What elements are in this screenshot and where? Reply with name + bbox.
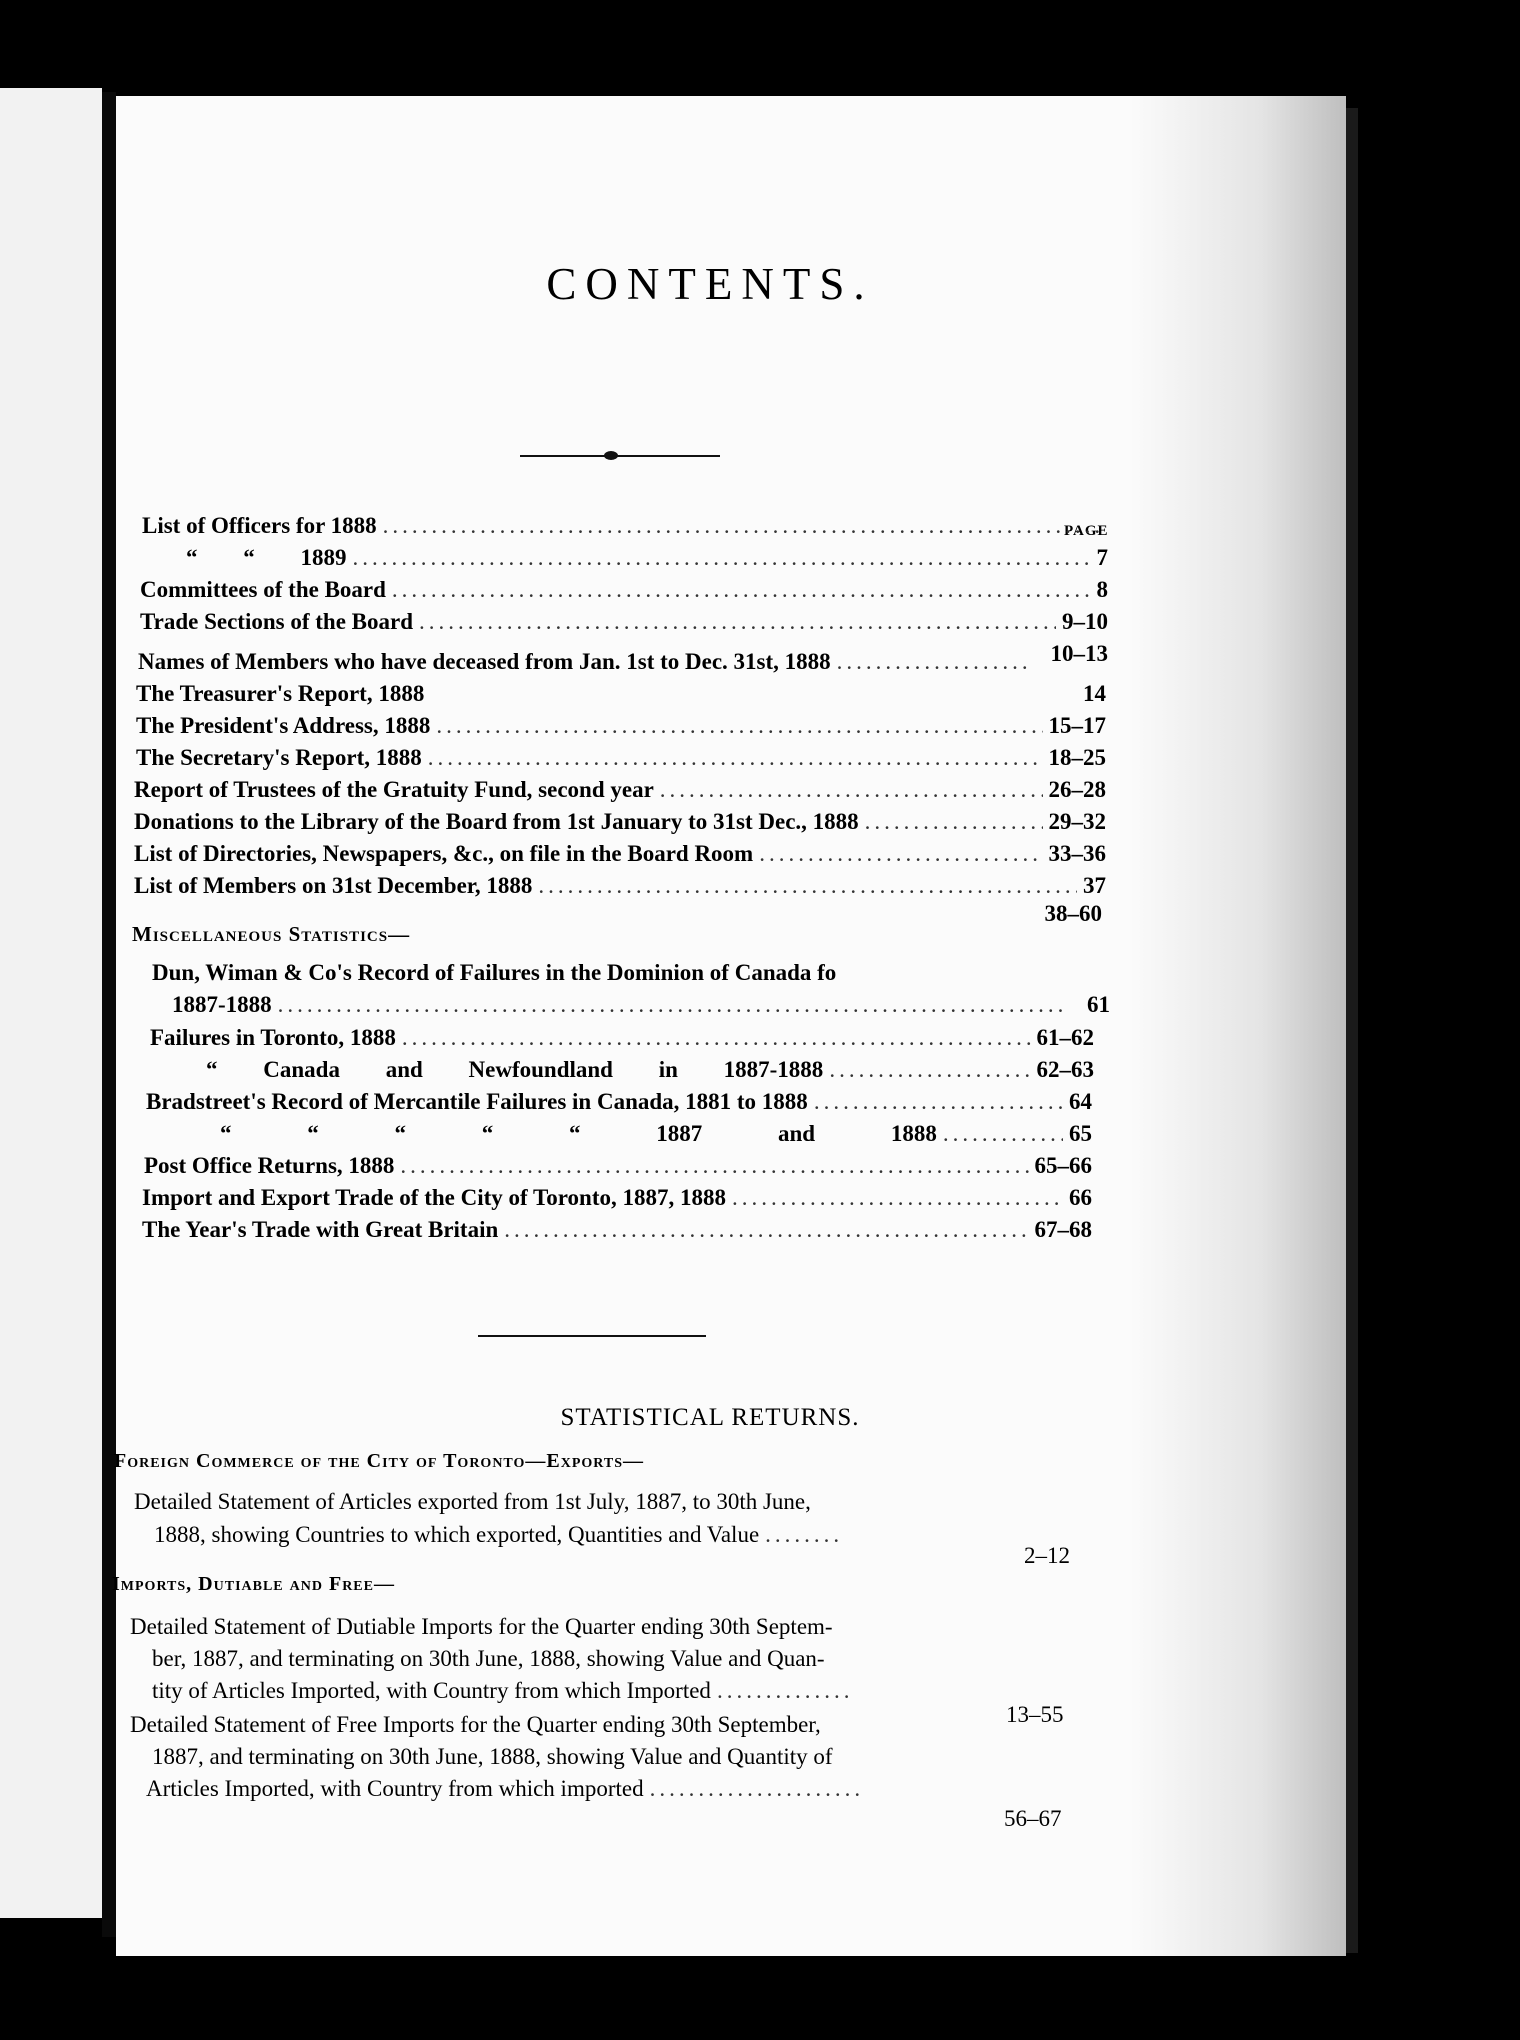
toc-entry-page: 8: [1096, 577, 1108, 602]
toc-entry-title: Bradstreet's Record of Mercantile Failures in Canada, 1881 to 1888: [146, 1089, 808, 1114]
toc-entry[interactable]: [142, 545, 1108, 571]
toc-entry[interactable]: [150, 1025, 1094, 1051]
leader-dots: [383, 513, 1102, 539]
toc-entry[interactable]: [172, 992, 1110, 1018]
toc-entry-title: Names of Members who have deceased from Jan. 1st to Dec. 31st, 1888: [138, 649, 831, 674]
leader-dots: [829, 1057, 1030, 1083]
section-divider: [478, 1335, 706, 1337]
toc-entry[interactable]: [142, 1217, 1092, 1243]
toc-entry[interactable]: [134, 873, 1106, 899]
leader-dots: [943, 1121, 1063, 1147]
book-spine: [102, 92, 116, 1937]
toc-entry-page: 38–60: [1044, 901, 1102, 926]
leader-dots: ......................: [649, 1776, 865, 1801]
leader-dots: [660, 777, 1043, 803]
toc-entry[interactable]: [146, 1089, 1092, 1115]
leader-dots: [814, 1089, 1063, 1115]
toc-entry-title: 1887-1888: [172, 992, 272, 1017]
leader-dots: [538, 873, 1077, 899]
stat-entry[interactable]: [152, 1678, 992, 1704]
toc-entry-title: Failures in Toronto, 1888: [150, 1025, 396, 1050]
leader-dots: [278, 992, 1064, 1018]
toc-entry-title: List of Officers for 1888: [142, 513, 377, 538]
leader-dots: [428, 745, 1043, 771]
title-rule: [520, 455, 720, 457]
section-heading-exports: Foreign Commerce of the City of Toronto—Exports—: [114, 1450, 645, 1472]
toc-entry-title: List of Members on 31st December, 1888: [134, 873, 533, 898]
stat-entry-line: Detailed Statement of Dutiable Imports for the Quarter ending 30th Septem-: [130, 1614, 833, 1639]
toc-entry-page: 65: [1069, 1121, 1092, 1146]
facing-page-edge: [0, 88, 102, 1918]
leader-dots: [865, 809, 1043, 835]
section-heading-imports: Imports, Dutiable and Free—: [112, 1573, 395, 1595]
toc-entry[interactable]: [142, 513, 1108, 539]
toc-entry-title: Dun, Wiman & Co's Record of Failures in the Dominion of Canada fo: [152, 960, 837, 985]
toc-entry-page: 67–68: [1034, 1217, 1092, 1242]
page-edge-shadow: [1130, 96, 1346, 1956]
toc-entry-page-continuation: [1030, 901, 1102, 927]
toc-entry-title: The Treasurer's Report, 1888: [136, 681, 425, 706]
page-title: CONTENTS.: [546, 259, 874, 309]
stat-entry-line: 1887, and terminating on 30th June, 1888, showing Value and Quantity of: [152, 1744, 833, 1769]
toc-entry[interactable]: [144, 1153, 1092, 1179]
toc-entry-title: List of Directories, Newspapers, &c., on file in the Board Room: [134, 841, 754, 866]
toc-entry-page: 37: [1083, 873, 1106, 898]
toc-entry-page: 64: [1069, 1089, 1092, 1114]
stat-entry-title: tity of Articles Imported, with Country from which Imported: [152, 1678, 711, 1703]
toc-entry-title: The President's Address, 1888: [136, 713, 431, 738]
leader-dots: [392, 577, 1091, 603]
page-stack-edge: [1346, 108, 1358, 1953]
page-column-label: PAGE: [1064, 523, 1109, 539]
toc-entry-title: Trade Sections of the Board: [140, 609, 414, 634]
toc-entry-page: 65–66: [1034, 1153, 1092, 1178]
toc-entry-page: 18–25: [1048, 745, 1106, 770]
toc-entry-title: The Secretary's Report, 1888: [136, 745, 422, 770]
toc-entry-title: Post Office Returns, 1888: [144, 1153, 395, 1178]
toc-entry-page: 26–28: [1048, 777, 1106, 802]
stat-entry-line: Detailed Statement of Articles exported from 1st July, 1887, to 30th June,: [134, 1489, 811, 1514]
section-title-statistical-returns: STATISTICAL RETURNS.: [560, 1404, 860, 1431]
toc-entry-page: 7: [1096, 545, 1108, 570]
stat-entry-page: 56–67: [1004, 1806, 1062, 1831]
toc-entry-title: The Year's Trade with Great Britain: [142, 1217, 499, 1242]
leader-dots: [402, 1025, 1031, 1051]
toc-entry-page: 15–17: [1048, 713, 1106, 738]
stat-entry-title: 1888, showing Countries to which exported, Quantities and Value: [154, 1522, 760, 1547]
stat-entry-line: Detailed Statement of Free Imports for the Quarter ending 30th September,: [130, 1712, 821, 1737]
toc-entry[interactable]: [134, 841, 1106, 867]
toc-entry-title-line: [138, 649, 1038, 675]
leader-dots: [504, 1217, 1028, 1243]
leader-dots: [419, 609, 1056, 635]
leader-dots: [353, 545, 1091, 571]
toc-entry-page: 33–36: [1048, 841, 1106, 866]
rule-ornament: [604, 451, 618, 460]
toc-entry-page: 62–63: [1036, 1057, 1094, 1082]
section-heading-misc: Miscellaneous Statistics—: [132, 922, 411, 946]
stat-entry[interactable]: [146, 1776, 986, 1802]
leader-dots: [837, 649, 1032, 675]
toc-entry-title: “ Canada and Newfoundland in 1887-1888: [206, 1057, 824, 1082]
toc-entry-page: 14: [1083, 681, 1106, 706]
toc-entry[interactable]: [134, 777, 1106, 803]
toc-entry-title: Import and Export Trade of the City of Toronto, 1887, 1888: [142, 1185, 726, 1210]
toc-entry-title: “ “ 1889: [186, 545, 347, 570]
toc-entry-page: 61: [1087, 992, 1110, 1017]
leader-dots: [732, 1185, 1063, 1211]
toc-entry-title: Donations to the Library of the Board from 1st January to 31st Dec., 1888: [134, 809, 859, 834]
stat-entry[interactable]: [154, 1522, 994, 1548]
toc-entry-page: 10–13: [1050, 641, 1108, 666]
leader-dots: [400, 1153, 1028, 1179]
toc-entry[interactable]: [220, 1121, 1092, 1147]
leader-dots: ........: [765, 1522, 844, 1547]
stat-entry-page: 2–12: [1024, 1543, 1070, 1568]
toc-entry-title: Committees of the Board: [140, 577, 386, 602]
leader-dots: ..............: [716, 1678, 854, 1703]
stat-entry-line: ber, 1887, and terminating on 30th June, 1888, showing Value and Quan-: [152, 1646, 825, 1671]
toc-entry-title: “ “ “ “ “ 1887 and 1888: [220, 1121, 937, 1146]
toc-entry-page: 66: [1069, 1185, 1092, 1210]
toc-entry[interactable]: [136, 681, 1106, 707]
toc-entry[interactable]: [136, 713, 1106, 739]
toc-entry-page: 29–32: [1048, 809, 1106, 834]
toc-entry-title: Report of Trustees of the Gratuity Fund, second year: [134, 777, 654, 802]
stat-entry-title: Articles Imported, with Country from which imported: [146, 1776, 644, 1801]
toc-entry[interactable]: [140, 609, 1108, 635]
toc-entry[interactable]: [142, 1185, 1092, 1211]
toc-entry[interactable]: [206, 1057, 1094, 1083]
toc-entry[interactable]: [140, 577, 1108, 603]
leader-dots: [759, 841, 1042, 867]
leader-dots: [436, 713, 1042, 739]
stat-entry-page: 13–55: [1006, 1702, 1064, 1727]
toc-entry[interactable]: [134, 809, 1106, 835]
toc-entry-page: 9–10: [1062, 609, 1108, 634]
toc-entry-page: 61–62: [1036, 1025, 1094, 1050]
toc-entry[interactable]: [136, 745, 1106, 771]
